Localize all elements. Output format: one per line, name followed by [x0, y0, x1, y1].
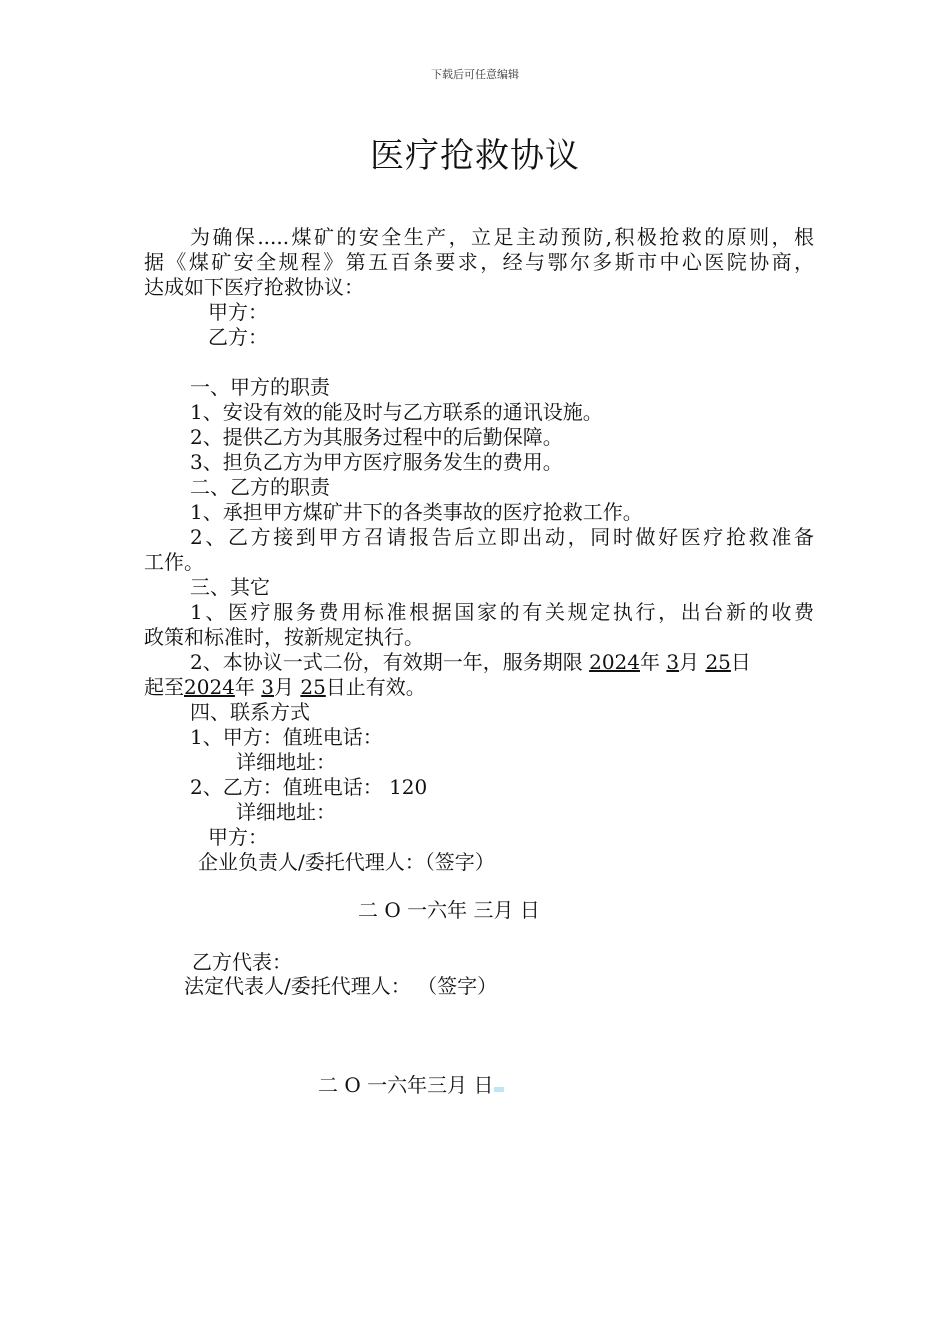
end-month: 3 [261, 675, 274, 699]
blank-line [144, 350, 814, 375]
section-1-item-3: 3、担负乙方为甲方医疗服务发生的费用。 [190, 450, 563, 474]
section-3-item-2-line-2 [144, 675, 814, 700]
party-a-label: 甲方： [208, 300, 268, 324]
signature-b-date [318, 1069, 504, 1098]
section-1-heading: 一、甲方的职责 [190, 375, 330, 399]
intro-line-1: 为确保.....煤矿的安全生产，立足主动预防,积极抢救的原则，根 [190, 225, 814, 249]
section-2-item-2-line-1: 2、乙方接到甲方召请报告后立即出动，同时做好医疗抢救准备 [190, 525, 814, 549]
section-2-item-1: 1、承担甲方煤矿井下的各类事故的医疗抢救工作。 [190, 500, 643, 524]
section-3-item-2-line-1 [144, 650, 814, 675]
end-prefix: 起至 [144, 675, 184, 699]
section-2-heading: 二、乙方的职责 [190, 475, 330, 499]
end-year-char: 年 [234, 675, 255, 699]
party-a-phone: 1、甲方：值班电话： [190, 725, 383, 749]
party-a-address: 详细地址： [236, 750, 336, 774]
end-year: 2024 [184, 675, 235, 699]
section-3-item-1-line-1: 1、医疗服务费用标准根据国家的有关规定执行，出台新的收费 [190, 600, 814, 624]
section-3-item-1-line-2: 政策和标准时，按新规定执行。 [144, 625, 424, 649]
signature-a-date: 二 O 一六年 三月 日 [358, 898, 540, 922]
section-1-item-2: 2、提供乙方为其服务过程中的后勤保障。 [190, 425, 563, 449]
agreement-body [144, 225, 814, 875]
signature-a-party: 甲方： [208, 825, 268, 849]
intro-line-3: 达成如下医疗抢救协议： [144, 275, 364, 299]
day-char: 日 [730, 650, 751, 674]
document-title: 医疗抢救协议 [370, 136, 580, 176]
party-b-label: 乙方： [208, 325, 268, 349]
page-header: 下载后可任意编辑 [431, 68, 519, 81]
party-b-address: 详细地址： [236, 800, 336, 824]
signature-b-party: 乙方代表： [192, 950, 292, 974]
section-1-item-1: 1、安设有效的能及时与乙方联系的通讯设施。 [190, 400, 603, 424]
signature-b-date-text: 二 O 一六年三月 日 [318, 1073, 494, 1097]
end-month-char: 月 [274, 675, 294, 699]
month-char: 月 [679, 650, 700, 674]
term-text: 2、本协议一式二份，有效期一年，服务期限 [190, 650, 590, 674]
start-day: 25 [705, 650, 731, 674]
section-4-heading: 四、联系方式 [190, 700, 310, 724]
signature-b-representative: 法定代表人/委托代理人： （签字） [184, 974, 498, 998]
text-cursor-marker [494, 1087, 504, 1092]
start-month: 3 [666, 650, 680, 674]
start-year: 2024 [589, 650, 640, 674]
section-3-heading: 三、其它 [190, 575, 270, 599]
intro-line-2: 据《煤矿安全规程》第五百条要求，经与鄂尔多斯市中心医院协商， [144, 250, 814, 274]
signature-a-representative: 企业负责人/委托代理人：（签字） [198, 850, 495, 874]
section-2-item-2-line-2: 工作。 [144, 550, 204, 574]
end-suffix: 日止有效。 [325, 675, 426, 699]
year-char: 年 [640, 650, 660, 674]
end-day: 25 [300, 675, 326, 699]
party-b-phone: 2、乙方：值班电话： 120 [190, 775, 428, 799]
